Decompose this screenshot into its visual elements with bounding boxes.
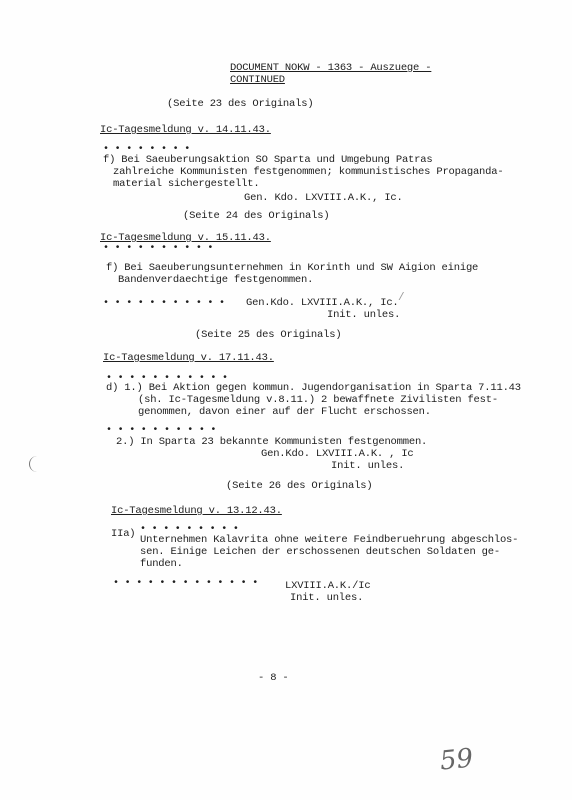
page-reference: (Seite 26 des Originals) bbox=[226, 480, 373, 492]
handwritten-page-number: 59 bbox=[438, 743, 475, 777]
page-number: - 8 - bbox=[258, 672, 289, 684]
page-reference: (Seite 25 des Originals) bbox=[195, 329, 342, 341]
report-line: zahlreiche Kommunisten festgenommen; kommunistisches Propaganda- bbox=[113, 166, 504, 178]
page-reference: (Seite 24 des Originals) bbox=[183, 210, 330, 222]
report-line: material sichergestellt. bbox=[113, 178, 260, 190]
report-heading: Ic-Tagesmeldung v. 13.12.43. bbox=[111, 505, 282, 517]
dot-marks: • • • • • • • • • • • bbox=[103, 298, 225, 309]
signature-line: Gen.Kdo. LXVIII.A.K., Ic. bbox=[246, 297, 399, 309]
initials-line: Init. unles. bbox=[331, 460, 405, 472]
signature-line: LXVIII.A.K./Ic bbox=[285, 580, 371, 592]
report-line: f) Bei Saeuberungsaktion SO Sparta und Umgebung Patras bbox=[103, 154, 433, 166]
item-label: IIa) bbox=[111, 528, 136, 540]
punch-hole-mark bbox=[29, 456, 44, 472]
dot-marks: • • • • • • • • • • bbox=[103, 243, 214, 254]
signature-line: Gen. Kdo. LXVIII.A.K., Ic. bbox=[244, 192, 403, 204]
page-reference: (Seite 23 des Originals) bbox=[167, 98, 314, 110]
dot-marks: • • • • • • • • bbox=[103, 144, 191, 155]
signature-line: Gen.Kdo. LXVIII.A.K. , Ic bbox=[261, 448, 414, 460]
report-line: Bandenverdaechtige festgenommen. bbox=[118, 274, 314, 286]
report-line: genommen, davon einer auf der Flucht erschossen. bbox=[138, 406, 431, 418]
document-header-continued: CONTINUED bbox=[230, 74, 285, 86]
report-line: (sh. Ic-Tagesmeldung v.8.11.) 2 bewaffnete Zivilisten fest- bbox=[138, 394, 498, 406]
document-header: DOCUMENT NOKW - 1363 - Auszuege - bbox=[230, 62, 432, 74]
initials-line: Init. unles. bbox=[327, 309, 401, 321]
dot-marks: • • • • • • • • • • • bbox=[106, 373, 228, 384]
report-heading: Ic-Tagesmeldung v. 15.11.43. bbox=[100, 232, 271, 244]
dot-marks: • • • • • • • • • bbox=[140, 524, 239, 535]
dot-marks: • • • • • • • • • • bbox=[106, 425, 217, 436]
report-line: Unternehmen Kalavrita ohne weitere Feindberuehrung abgeschlos- bbox=[140, 534, 519, 546]
report-heading: Ic-Tagesmeldung v. 14.11.43. bbox=[100, 124, 271, 136]
report-line: 2.) In Sparta 23 bekannte Kommunisten festgenommen. bbox=[116, 436, 428, 448]
initials-line: Init. unles. bbox=[290, 592, 364, 604]
report-line: f) Bei Saeuberungsunternehmen in Korinth und SW Aigion einige bbox=[106, 262, 479, 274]
dot-marks: • • • • • • • • • • • • • bbox=[113, 578, 259, 589]
report-heading: Ic-Tagesmeldung v. 17.11.43. bbox=[103, 352, 274, 364]
margin-mark: / bbox=[398, 292, 405, 304]
report-line: funden. bbox=[140, 558, 183, 570]
report-line: sen. Einige Leichen der erschossenen deutschen Soldaten ge- bbox=[140, 546, 500, 558]
report-line: d) 1.) Bei Aktion gegen kommun. Jugendorganisation in Sparta 7.11.43 bbox=[106, 382, 521, 394]
